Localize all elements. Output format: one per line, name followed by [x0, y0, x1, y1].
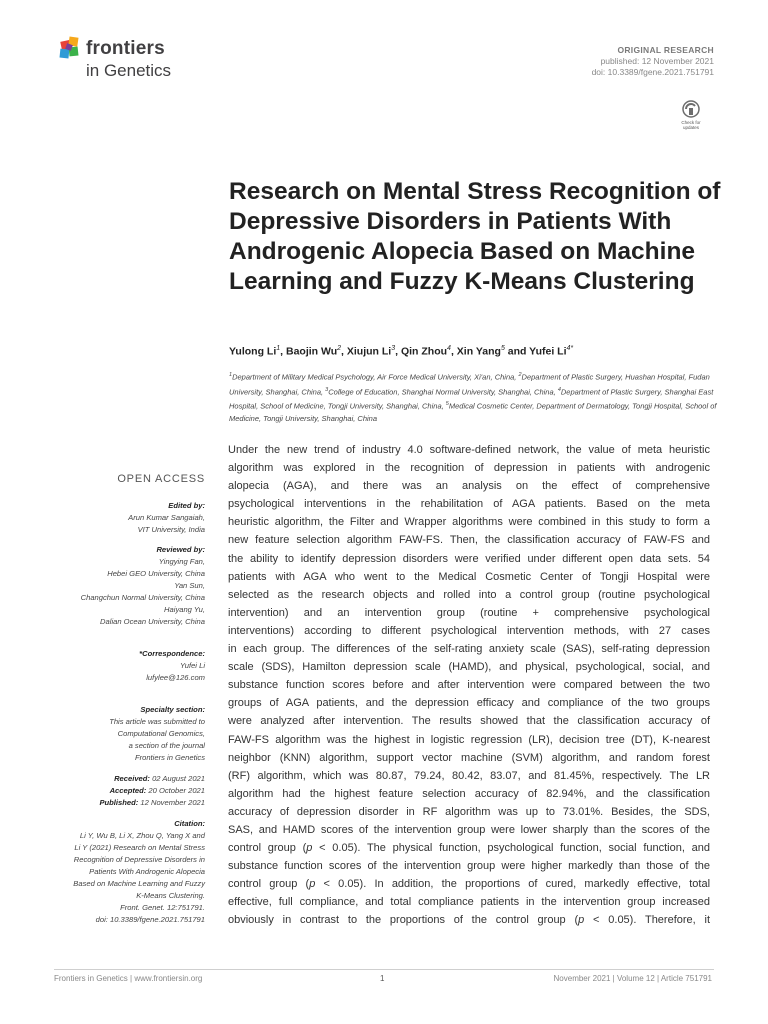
citation-line: K-Means Clustering.	[136, 891, 205, 900]
open-access-label: OPEN ACCESS	[117, 473, 205, 485]
abstract-line: groups of AGA patients, and the depression efficacy and compliance of the two groups	[228, 697, 710, 710]
abstract-line: control group (p < 0.05). In addition, the proportions of cured, markedly effective, total	[228, 878, 711, 891]
citation-label: Citation:	[174, 819, 205, 828]
citation-doi[interactable]: doi: 10.3389/fgene.2021.751791	[95, 915, 205, 924]
footer-page-number: 1	[380, 974, 385, 983]
author-affil-sup: 2	[337, 345, 342, 352]
affiliation-sup: 5	[445, 401, 449, 407]
abstract-line: intervention) and an intervention group (routine + comprehensive psychological	[228, 606, 710, 619]
abstract-line: patients with AGA who went to the Medical Cosmetic Center of Tongji Hospital were	[228, 570, 710, 583]
footer-volume: November 2021 | Volume 12 | Article 751791	[553, 974, 712, 983]
abstract-line: accuracy of depression disorder in RF algorithm was up to 73.01%. Besides, the SDS,	[228, 805, 710, 818]
published-date: published: 12 November 2021	[600, 56, 714, 66]
affiliation-text: Department of Military Medical Psychology, Air Force Medical University, Xi'an, China,	[232, 372, 519, 382]
sidebar-citation	[50, 818, 205, 926]
author-affil-sup: 5	[500, 345, 505, 352]
article-meta	[592, 45, 714, 78]
author-affil-sup: 4*	[566, 345, 574, 352]
citation-line: Patients With Androgenic Alopecia	[89, 867, 205, 876]
reviewer-line: Changchun Normal University, China	[80, 593, 205, 602]
journal-logo[interactable]	[58, 33, 208, 83]
sidebar-specialty	[50, 704, 205, 764]
article-type: ORIGINAL RESEARCH	[617, 45, 714, 55]
affiliation-text: Medical Cosmetic Center, Department of Dermatology, Tongji Hospital, School of Medicine, Tongji University, Shanghai, China	[229, 401, 717, 423]
abstract-line: obviously in contrast to the proportions of the control group (p < 0.05). Therefore, it	[228, 914, 710, 927]
citation-line: Based on Machine Learning and Fuzzy	[73, 879, 205, 888]
specialty-line: a section of the journal	[128, 741, 205, 750]
brand-sub: in Genetics	[86, 61, 172, 80]
specialty-label: Specialty section:	[140, 705, 205, 714]
check-updates-icon	[673, 98, 709, 134]
author-affil-sup: 1	[276, 345, 281, 352]
citation-line: Li Y, Wu B, Li X, Zhou Q, Yang X and	[79, 831, 205, 840]
editor-name[interactable]: Arun Kumar Sangaiah,	[128, 513, 205, 522]
author-affil-sup: 3	[391, 345, 396, 352]
affiliation-sup: 3	[325, 386, 329, 393]
author-list: Yulong Li$^1$, Baojin Wu$^2$, Xiujun Li$^3$, Qin Zhou$^4$, Xin Yang$^5$ and Yufei $Li^{4*}$	[229, 345, 574, 358]
sidebar-edited-by	[50, 500, 205, 536]
abstract-line: neighbor (KNN) algorithm, support vector machine (SVM) algorithm, and random forest	[228, 751, 710, 764]
abstract-line: alopecia (AGA), and there was an analysis on the effect of comprehensive	[228, 480, 710, 493]
sidebar-correspondence	[50, 648, 205, 684]
abstract-line: selected as the research objects and rolled into a control group (routine psychological	[228, 588, 710, 601]
author-name[interactable]: Yulong Li	[229, 345, 277, 358]
abstract-line: heuristic algorithm, the Filter and Wrapper algorithms were combined in this study to form a	[228, 516, 710, 529]
affiliation-text: Department of Plastic Surgery, Huashan Hospital, Fudan University, Shanghai, China,	[229, 372, 710, 396]
check-updates-line2: updates	[682, 125, 700, 130]
abstract-line: FAW-FS algorithm was the highest in logistic regression (LR), decision tree (DT), K-nearest	[228, 733, 710, 746]
abstract	[228, 441, 710, 930]
reviewer-line[interactable]: Yan Sun,	[174, 581, 205, 590]
author-affil-sup: 4	[447, 345, 451, 352]
accepted-date: 20 October 2021	[148, 786, 205, 795]
reviewer-line[interactable]: Yingying Fan,	[158, 557, 205, 566]
abstract-line: effective, full compliance, and total compliance patients in the intervention group increased	[228, 896, 710, 909]
brand-main: frontiers	[86, 38, 165, 59]
published-date-sidebar: 12 November 2021	[140, 798, 205, 807]
specialty-line: Frontiers in Genetics	[134, 753, 205, 762]
correspondence-label: *Correspondence:	[139, 649, 205, 658]
abstract-line: new feature selection algorithm FAW-FS. Then, the classification accuracy of FAW-FS and	[228, 534, 710, 547]
author-name[interactable]: Xiujun Li	[346, 345, 392, 358]
abstract-line: algorithm had the highest feature selection accuracy of 82.94%, and the classification	[228, 787, 710, 800]
abstract-line: interventions) according to different psychological intervention methods, with 27 cases	[228, 624, 710, 637]
reviewer-line[interactable]: Haiyang Yu,	[164, 605, 205, 614]
footer-journal[interactable]: Frontiers in Genetics | www.frontiersin.org	[54, 974, 203, 983]
author-name[interactable]: Yufei Li	[529, 345, 567, 358]
abstract-line: (RF) algorithm, which was 80.87, 79.24, 80.42, 83.07, and 81.45%, respectively. The LR	[228, 769, 710, 782]
accepted-label: Accepted:	[109, 786, 147, 795]
abstract-line: Under the new trend of industry 4.0 software-defined network, the value of meta heuristic	[228, 444, 710, 456]
doi[interactable]: doi: 10.3389/fgene.2021.751791	[591, 67, 714, 77]
affiliation-text: College of Education, Shanghai Normal University, Shanghai, China,	[328, 387, 558, 396]
correspondence-email[interactable]: lufylee@126.com	[146, 673, 205, 682]
abstract-line: in each group. The differences of the self-rating anxiety scale (SAS), self-rating depression	[228, 643, 710, 656]
author-name[interactable]: Qin Zhou	[400, 345, 448, 358]
reviewer-line: Hebei GEO University, China	[107, 569, 205, 578]
correspondence-name: Yufei Li	[179, 661, 205, 670]
author-name[interactable]: Xin Yang	[456, 345, 501, 358]
received-date: 02 August 2021	[152, 774, 205, 783]
published-label: Published:	[99, 798, 139, 807]
citation-line: Recognition of Depressive Disorders in	[73, 855, 205, 864]
editor-affiliation: VIT University, India	[137, 525, 205, 534]
abstract-line: scale (SDS), Hamilton depression scale (HAMD), and physical, psychological, social, and	[228, 661, 710, 674]
sidebar-dates	[50, 773, 205, 809]
specialty-line: This article was submitted to	[109, 717, 205, 726]
frontiers-logo-icon	[58, 35, 84, 61]
sidebar-reviewed-by	[50, 544, 205, 628]
affiliation-sup: 4	[557, 386, 561, 393]
specialty-line: Computational Genomics,	[117, 729, 205, 738]
abstract-line: the ability to identify depression disorders were verified under different open data sets. 54	[228, 552, 710, 565]
affiliation-text: Department of Plastic Surgery, Shanghai East Hospital, School of Medicine, Tongji University, Shanghai, China,	[229, 387, 714, 411]
abstract-line: substance function scores before and after intervention were compared between the two	[228, 679, 710, 692]
affiliation-sup: 2	[518, 372, 522, 378]
article-title: Research on Mental Stress Recognition of Depressive Disorders in Patients With Androgenic Alopecia Based on Machine Learning and Fuzzy K-Means Clustering	[229, 178, 721, 295]
abstract-line: SAS, and HAMD scores of the intervention group were lower sharply than the scores of the	[228, 823, 710, 836]
reviewer-line: Dalian Ocean University, China	[100, 617, 205, 626]
abstract-line: substance function scores of the intervention group were higher markedly than those of the	[228, 860, 710, 873]
check-updates-line1: Check for	[681, 120, 701, 125]
reviewed-by-label: Reviewed by:	[156, 545, 205, 554]
abstract-line: control group (p < 0.05). The physical function, psychological function, social function, and	[228, 842, 710, 855]
abstract-line: were analyzed after intervention. The results showed that the classification accuracy of	[228, 715, 710, 728]
received-label: Received:	[114, 774, 150, 783]
affiliation-sup: 1	[229, 372, 233, 378]
author-name[interactable]: Baojin Wu	[286, 345, 338, 358]
footer-divider	[54, 969, 714, 970]
affiliations	[229, 369, 719, 425]
edited-by-label: Edited by:	[168, 501, 205, 510]
check-for-updates-badge[interactable]	[673, 98, 709, 134]
citation-line: Front. Genet. 12:751791.	[120, 903, 205, 912]
citation-line: Li Y (2021) Research on Mental Stress	[74, 843, 205, 852]
abstract-line: algorithm was explored in the recognition of depression in patients with androgenic	[228, 462, 710, 475]
abstract-line: psychological interventions in the rehabilitation of AGA patients. Based on the meta	[228, 498, 710, 511]
